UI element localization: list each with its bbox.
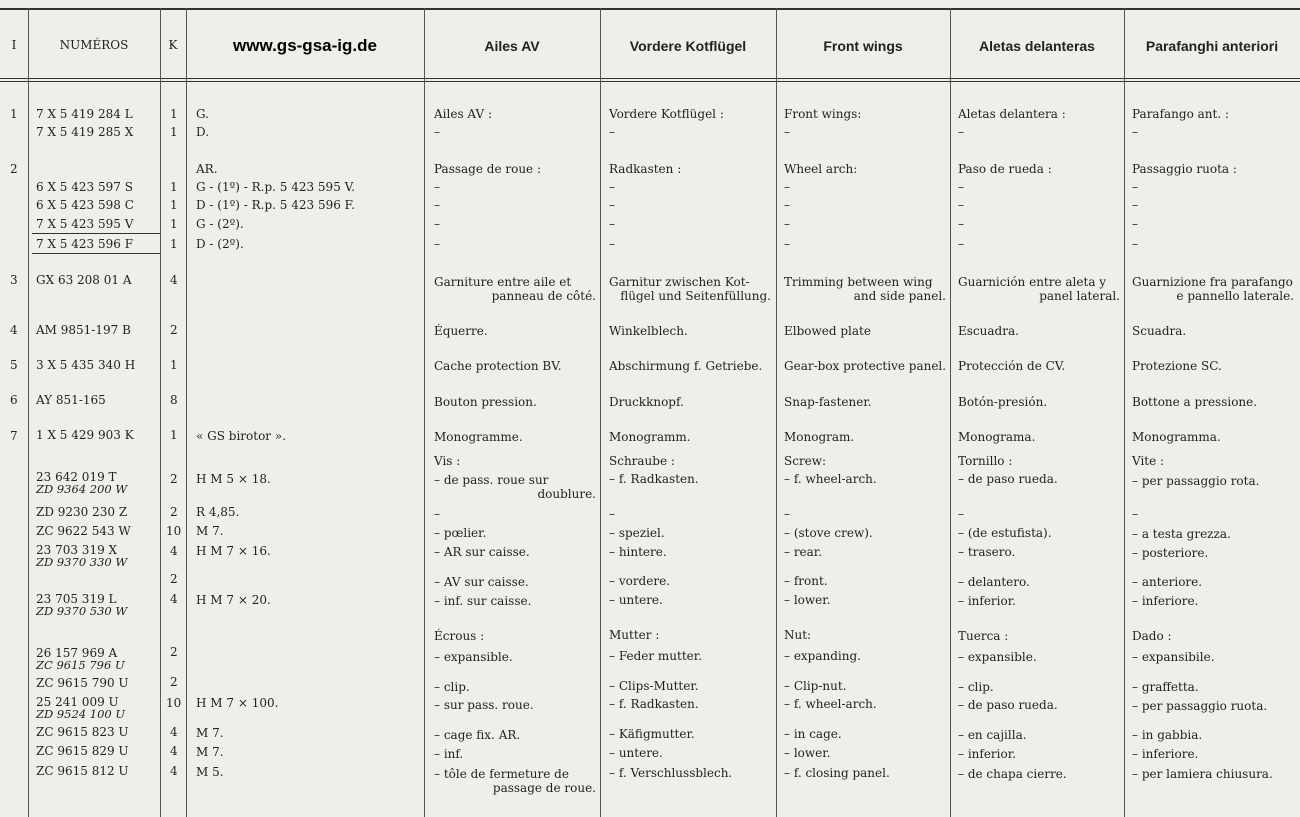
part-number: ZC 9622 543 W (36, 524, 131, 538)
text-it: – (1132, 237, 1138, 251)
text-it: – anteriore. (1132, 575, 1203, 589)
header-rule (0, 78, 1300, 79)
text-es: Botón-presión. (958, 395, 1048, 409)
text-es: – (958, 507, 964, 521)
text-de: – untere. (609, 746, 663, 760)
part-number: AY 851-165 (36, 393, 106, 407)
text-fr: Passage de roue : (434, 162, 542, 176)
part-number: 7 X 5 419 285 X (36, 125, 134, 139)
text-es: Aletas delantera : (958, 107, 1066, 121)
section-screws-de: Schraube : (609, 454, 675, 468)
text-en: – expanding. (784, 649, 861, 663)
description: R 4,85. (196, 505, 240, 519)
text-fr: – inf. sur caisse. (434, 594, 532, 608)
part-number: 23 705 319 L (36, 592, 117, 606)
text-en: Gear-box protective panel. (784, 359, 947, 373)
text-de: – Clips-Mutter. (609, 679, 699, 693)
text-fr: – (434, 217, 440, 231)
description: H M 7 × 16. (196, 544, 271, 558)
text-de: – f. Radkasten. (609, 697, 699, 711)
row-index: 6 (10, 393, 18, 407)
part-number: ZC 9615 790 U (36, 676, 129, 690)
quantity: 4 (170, 744, 178, 758)
section-nuts-it: Dado : (1132, 629, 1172, 643)
text-en: Trimming between wing (784, 275, 933, 289)
quantity: 1 (170, 107, 178, 121)
col-divider (950, 8, 951, 817)
quantity: 4 (170, 725, 178, 739)
section-screws-en: Screw: (784, 454, 827, 468)
section-screws-fr: Vis : (434, 454, 461, 468)
part-number: 7 X 5 423 595 V (36, 217, 134, 231)
text-es: – inferior. (958, 747, 1016, 761)
description: D - (1º) - R.p. 5 423 596 F. (196, 198, 355, 212)
text-en: – (784, 180, 790, 194)
text-de: – (609, 198, 615, 212)
text-it: – (1132, 217, 1138, 231)
text-es: – expansible. (958, 650, 1037, 664)
section-nuts-es: Tuerca : (958, 629, 1009, 643)
text-de: – untere. (609, 593, 663, 607)
text-it: – (1132, 198, 1138, 212)
text-de: Winkelblech. (609, 324, 688, 338)
text-fr: – inf. (434, 747, 464, 761)
quantity: 4 (170, 544, 178, 558)
section-nuts-en: Nut: (784, 628, 812, 642)
row-index: 4 (10, 323, 18, 337)
text-es: – trasero. (958, 545, 1016, 559)
text-it: Monogramma. (1132, 430, 1221, 444)
col-divider (424, 8, 425, 817)
description: G - (1º) - R.p. 5 423 595 V. (196, 180, 356, 194)
row-index: 7 (10, 429, 18, 443)
quantity: 4 (170, 273, 178, 287)
part-number: ZD 9230 230 Z (36, 505, 128, 519)
text-it: Protezione SC. (1132, 359, 1222, 373)
text-fr: – AR sur caisse. (434, 545, 530, 559)
text-de: Druckknopf. (609, 395, 684, 409)
quantity: 1 (170, 198, 178, 212)
text-it-cont: e pannello laterale. (1176, 289, 1294, 303)
text-es-cont: panel lateral. (1039, 289, 1120, 303)
text-fr-cont: panneau de côté. (491, 289, 596, 303)
text-es: Paso de rueda : (958, 162, 1052, 176)
col-divider (600, 8, 601, 817)
part-number: GX 63 208 01 A (36, 273, 132, 287)
row-index: 1 (10, 107, 18, 121)
text-it: Parafango ant. : (1132, 107, 1230, 121)
description: D - (2º). (196, 237, 244, 251)
text-de: – hintere. (609, 545, 667, 559)
description: H M 7 × 20. (196, 593, 271, 607)
quantity: 1 (170, 180, 178, 194)
part-number: 1 X 5 429 903 K (36, 428, 134, 442)
text-de: – (609, 237, 615, 251)
part-number: 23 642 019 T (36, 470, 117, 484)
text-es: – (958, 237, 964, 251)
col-divider (28, 8, 29, 817)
text-it: – per lamiera chiusura. (1132, 767, 1273, 781)
text-fr: – sur pass. roue. (434, 698, 534, 712)
text-en: – (stove crew). (784, 526, 873, 540)
part-number: 23 703 319 X (36, 543, 118, 557)
col-divider (186, 8, 187, 817)
header-rule-2 (0, 81, 1300, 82)
text-es: – en cajilla. (958, 728, 1027, 742)
part-number-alt: ZD 9370 330 W (36, 555, 128, 569)
quantity: 1 (170, 217, 178, 231)
text-de: – f. Verschlussblech. (609, 766, 733, 780)
part-number: 6 X 5 423 598 C (36, 198, 134, 212)
text-fr: – pœlier. (434, 526, 487, 540)
text-es: Protección de CV. (958, 359, 1066, 373)
part-number-alt: ZD 9370 530 W (36, 604, 128, 618)
col-divider (160, 8, 161, 817)
quantity: 2 (170, 645, 178, 659)
row-index: 2 (10, 162, 18, 176)
text-de: – (609, 180, 615, 194)
text-es: – (958, 180, 964, 194)
description: G - (2º). (196, 217, 244, 231)
part-number: 25 241 009 U (36, 695, 119, 709)
text-en: – f. closing panel. (784, 766, 890, 780)
text-en-cont: and side panel. (853, 289, 946, 303)
text-en: – (784, 198, 790, 212)
text-it: – per passaggio rota. (1132, 474, 1260, 488)
header-german: Vordere Kotflügel (629, 38, 747, 54)
text-it: Guarnizione fra parafango (1132, 275, 1293, 289)
text-en: – in cage. (784, 727, 842, 741)
text-fr: – (434, 237, 440, 251)
text-fr: – (434, 180, 440, 194)
text-de: Vordere Kotflügel : (609, 107, 724, 121)
text-es: Monograma. (958, 430, 1036, 444)
text-it: Passaggio ruota : (1132, 162, 1237, 176)
header-numbers: NUMÉROS (59, 38, 129, 52)
text-fr: – clip. (434, 680, 470, 694)
description: H M 5 × 18. (196, 472, 271, 486)
col-divider (1124, 8, 1125, 817)
text-it: – graffetta. (1132, 680, 1199, 694)
quantity: 1 (170, 125, 178, 139)
row-index: 3 (10, 273, 18, 287)
text-en: – lower. (784, 746, 831, 760)
header-french: Ailes AV (484, 38, 540, 54)
text-it: – expansibile. (1132, 650, 1215, 664)
text-en: – f. wheel-arch. (784, 697, 877, 711)
text-en: Front wings: (784, 107, 862, 121)
part-number: ZC 9615 812 U (36, 764, 129, 778)
text-es: – de paso rueda. (958, 472, 1058, 486)
text-fr: Ailes AV : (434, 107, 493, 121)
text-it: – inferiore. (1132, 747, 1199, 761)
part-number: 7 X 5 423 596 F (36, 237, 134, 251)
text-fr-cont: doublure. (537, 487, 596, 501)
text-de: – speziel. (609, 526, 665, 540)
text-en: – f. wheel-arch. (784, 472, 877, 486)
section-screws-es: Tornillo : (958, 454, 1013, 468)
text-es: Guarnición entre aleta y (958, 275, 1107, 289)
text-de: – (609, 507, 615, 521)
text-de: – (609, 217, 615, 231)
text-en: Elbowed plate (784, 324, 871, 338)
part-number-alt: ZC 9615 796 U (36, 658, 125, 672)
section-nuts-fr: Écrous : (434, 629, 485, 643)
text-de: – (609, 125, 615, 139)
quantity: 4 (170, 592, 178, 606)
row-separator (32, 253, 160, 254)
text-en: – (784, 217, 790, 231)
part-number: 7 X 5 419 284 L (36, 107, 133, 121)
description: M 7. (196, 726, 224, 740)
text-fr-cont: passage de roue. (492, 781, 596, 795)
text-fr: Cache protection BV. (434, 359, 562, 373)
header-italian: Parafanghi anteriori (1145, 38, 1279, 54)
part-number-alt: ZD 9364 200 W (36, 482, 128, 496)
top-rule (0, 8, 1300, 10)
text-it: – (1132, 507, 1138, 521)
quantity: 4 (170, 764, 178, 778)
text-de: Monogramm. (609, 430, 691, 444)
text-en: – (784, 125, 790, 139)
description: H M 7 × 100. (196, 696, 279, 710)
quantity: 2 (170, 505, 178, 519)
text-en: – (784, 507, 790, 521)
text-it: – per passaggio ruota. (1132, 699, 1268, 713)
text-fr: – expansible. (434, 650, 513, 664)
text-de: – Feder mutter. (609, 649, 703, 663)
quantity: 2 (170, 472, 178, 486)
text-es: – de paso rueda. (958, 698, 1058, 712)
text-de: Radkasten : (609, 162, 682, 176)
header-k: K (168, 38, 178, 52)
text-es: – (958, 125, 964, 139)
col-divider (776, 8, 777, 817)
text-it: – (1132, 125, 1138, 139)
text-fr: Monogramme. (434, 430, 523, 444)
text-de: – vordere. (609, 574, 670, 588)
text-en: Snap-fastener. (784, 395, 872, 409)
row-separator (32, 233, 160, 234)
description: D. (196, 125, 210, 139)
text-en: Monogram. (784, 430, 855, 444)
part-number: 6 X 5 423 597 S (36, 180, 133, 194)
text-de: – f. Radkasten. (609, 472, 699, 486)
text-es: – (958, 217, 964, 231)
quantity: 1 (170, 237, 178, 251)
header-english: Front wings (823, 38, 903, 54)
text-es: – (de estufista). (958, 526, 1052, 540)
text-fr: Bouton pression. (434, 395, 537, 409)
text-it: – in gabbia. (1132, 728, 1203, 742)
text-de-cont: flügel und Seitenfüllung. (620, 289, 771, 303)
description: AR. (196, 162, 218, 176)
text-fr: Garniture entre aile et (434, 275, 572, 289)
text-it: – a testa grezza. (1132, 527, 1231, 541)
part-number: ZC 9615 823 U (36, 725, 129, 739)
text-en: – lower. (784, 593, 831, 607)
text-fr: – (434, 125, 440, 139)
text-en: – (784, 237, 790, 251)
website-watermark: www.gs-gsa-ig.de (233, 36, 377, 55)
text-it: – posteriore. (1132, 546, 1209, 560)
part-number: 3 X 5 435 340 H (36, 358, 136, 372)
part-number: AM 9851-197 B (36, 323, 131, 337)
text-es: – de chapa cierre. (958, 767, 1067, 781)
header-index: I (11, 38, 17, 52)
text-it: Scuadra. (1132, 324, 1187, 338)
text-en: Wheel arch: (784, 162, 858, 176)
quantity: 10 (166, 696, 182, 710)
part-number-alt: ZD 9524 100 U (36, 707, 126, 721)
part-number: 26 157 969 A (36, 646, 118, 660)
quantity-alt: 2 (170, 572, 178, 586)
description: M 7. (196, 524, 224, 538)
text-es: Escuadra. (958, 324, 1019, 338)
text-en: – Clip-nut. (784, 679, 847, 693)
text-en: – rear. (784, 545, 823, 559)
text-de: Garnitur zwischen Kot- (609, 275, 750, 289)
text-de: Abschirmung f. Getriebe. (609, 359, 763, 373)
quantity: 10 (166, 524, 182, 538)
text-fr: – (434, 507, 440, 521)
text-it: – inferiore. (1132, 594, 1199, 608)
text-it: – (1132, 180, 1138, 194)
text-fr: Équerre. (434, 324, 488, 338)
text-es: – (958, 198, 964, 212)
part-number: ZC 9615 829 U (36, 744, 129, 758)
section-nuts-de: Mutter : (609, 628, 660, 642)
text-fr: – AV sur caisse. (434, 575, 529, 589)
description: M 7. (196, 745, 224, 759)
text-es: – inferior. (958, 594, 1016, 608)
text-fr: – cage fix. AR. (434, 728, 521, 742)
quantity: 1 (170, 358, 178, 372)
text-fr: – de pass. roue sur (434, 473, 549, 487)
quantity: 8 (170, 393, 178, 407)
section-screws-it: Vite : (1132, 454, 1165, 468)
quantity: 2 (170, 675, 178, 689)
quantity: 2 (170, 323, 178, 337)
text-de: – Käfigmutter. (609, 727, 695, 741)
row-index: 5 (10, 358, 18, 372)
text-es: – clip. (958, 680, 994, 694)
description: M 5. (196, 765, 224, 779)
quantity: 1 (170, 428, 178, 442)
text-en: – front. (784, 574, 828, 588)
description: G. (196, 107, 209, 121)
text-fr: – tôle de fermeture de (434, 767, 569, 781)
description: « GS birotor ». (196, 429, 287, 443)
text-it: Bottone a pressione. (1132, 395, 1258, 409)
header-spanish: Aletas delanteras (979, 38, 1095, 54)
text-fr: – (434, 198, 440, 212)
text-es: – delantero. (958, 575, 1030, 589)
